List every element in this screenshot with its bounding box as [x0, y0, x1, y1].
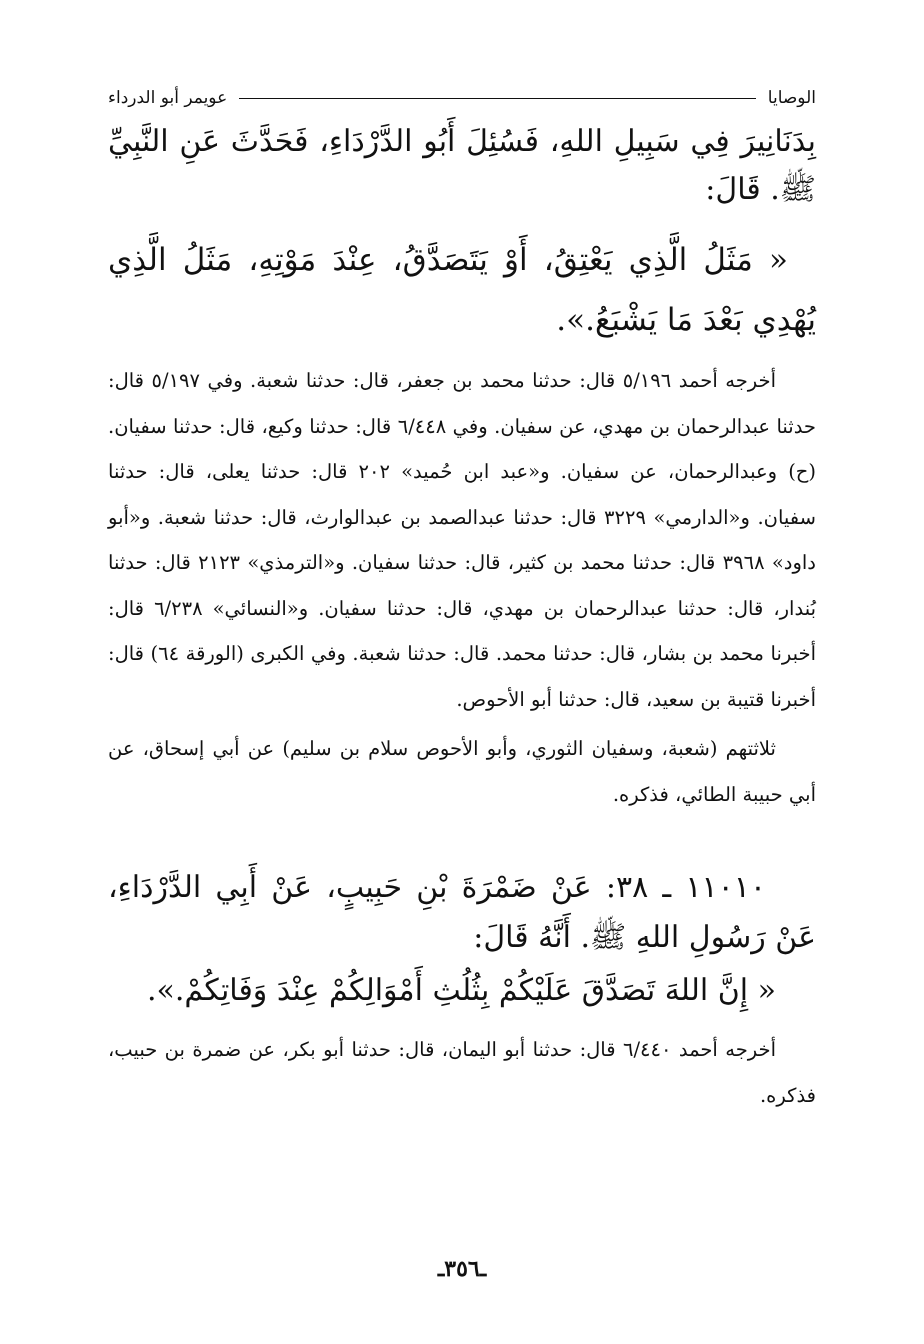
- takhrij-summary: ثلاثتهم (شعبة، وسفيان الثوري، وأبو الأحوص سلام بن سليم) عن أبي إسحاق، عن أبي حبيبة الطائي، فذكره.: [108, 737, 816, 806]
- page-number: ـ٣٥٦ـ: [437, 1256, 487, 1282]
- hadith-heading: ١١٠١٠ ـ ٣٨: عَنْ ضَمْرَةَ بْنِ حَبِيبٍ، عَنْ أَبِي الدَّرْدَاءِ، عَنْ رَسُولِ اللهِ ﷺ. أَنَّهُ قَالَ:: [108, 870, 816, 955]
- hadith-continuation: بِدَنَانِيرَ فِي سَبِيلِ اللهِ، فَسُئِلَ أَبُو الدَّرْدَاءِ، فَحَدَّثَ عَنِ النَّبِيِّ ﷺ. قَالَ:: [108, 124, 816, 207]
- hadith-quote: « مَثَلُ الَّذِي يَعْتِقُ، أَوْ يَتَصَدَّقُ، عِنْدَ مَوْتِهِ، مَثَلُ الَّذِي يُهْدِي بَعْدَ مَا يَشْبَعُ.».: [108, 242, 816, 338]
- header-left-title: عويمر أبو الدرداء: [108, 88, 228, 108]
- header-rule: [239, 98, 756, 99]
- takhrij-paragraph-2: أخرجه أحمد ٦/٤٤٠ قال: حدثنا أبو اليمان، قال: حدثنا أبو بكر، عن ضمرة بن حبيب، فذكره.: [108, 1038, 816, 1107]
- hadith-quote-2: « إِنَّ اللهَ تَصَدَّقَ عَلَيْكُمْ بِثُلُثِ أَمْوَالِكُمْ عِنْدَ وَفَاتِكُمْ.».: [147, 973, 776, 1008]
- header-right-title: الوصايا: [767, 88, 816, 108]
- takhrij-paragraph: أخرجه أحمد ٥/١٩٦ قال: حدثنا محمد بن جعفر، قال: حدثنا شعبة. وفي ٥/١٩٧ قال: حدثنا عبدالرحمان بن مهدي، عن سفيان. وفي ٦/٤٤٨ قال: حدثنا وكيع، قال: حدثنا سفيان. (ح) وعبدالرحمان، عن سفيان. و«عبد ابن حُميد» ٢٠٢ قال: حدثنا يعلى، قال: حدثنا سفيان. و«الدارمي» ٣٢٢٩ قال: حدثنا عبدالصمد بن عبدالوارث، قال: حدثنا شعبة. و«أبو داود» ٣٩٦٨ قال: حدثنا محمد بن كثير، قال: حدثنا سفيان. و«الترمذي» ٢١٢٣ قال: حدثنا بُندار، قال: حدثنا عبدالرحمان بن مهدي، قال: حدثنا سفيان. و«النسائي» ٦/٢٣٨ قال: أخبرنا محمد بن بشار، قال: حدثنا محمد. قال: حدثنا شعبة. وفي الكبرى (الورقة ٦٤) قال: أخبرنا قتيبة بن سعيد، قال: حدثنا أبو الأحوص.: [108, 369, 817, 711]
- running-header: [108, 86, 816, 110]
- page-body: [108, 118, 816, 1118]
